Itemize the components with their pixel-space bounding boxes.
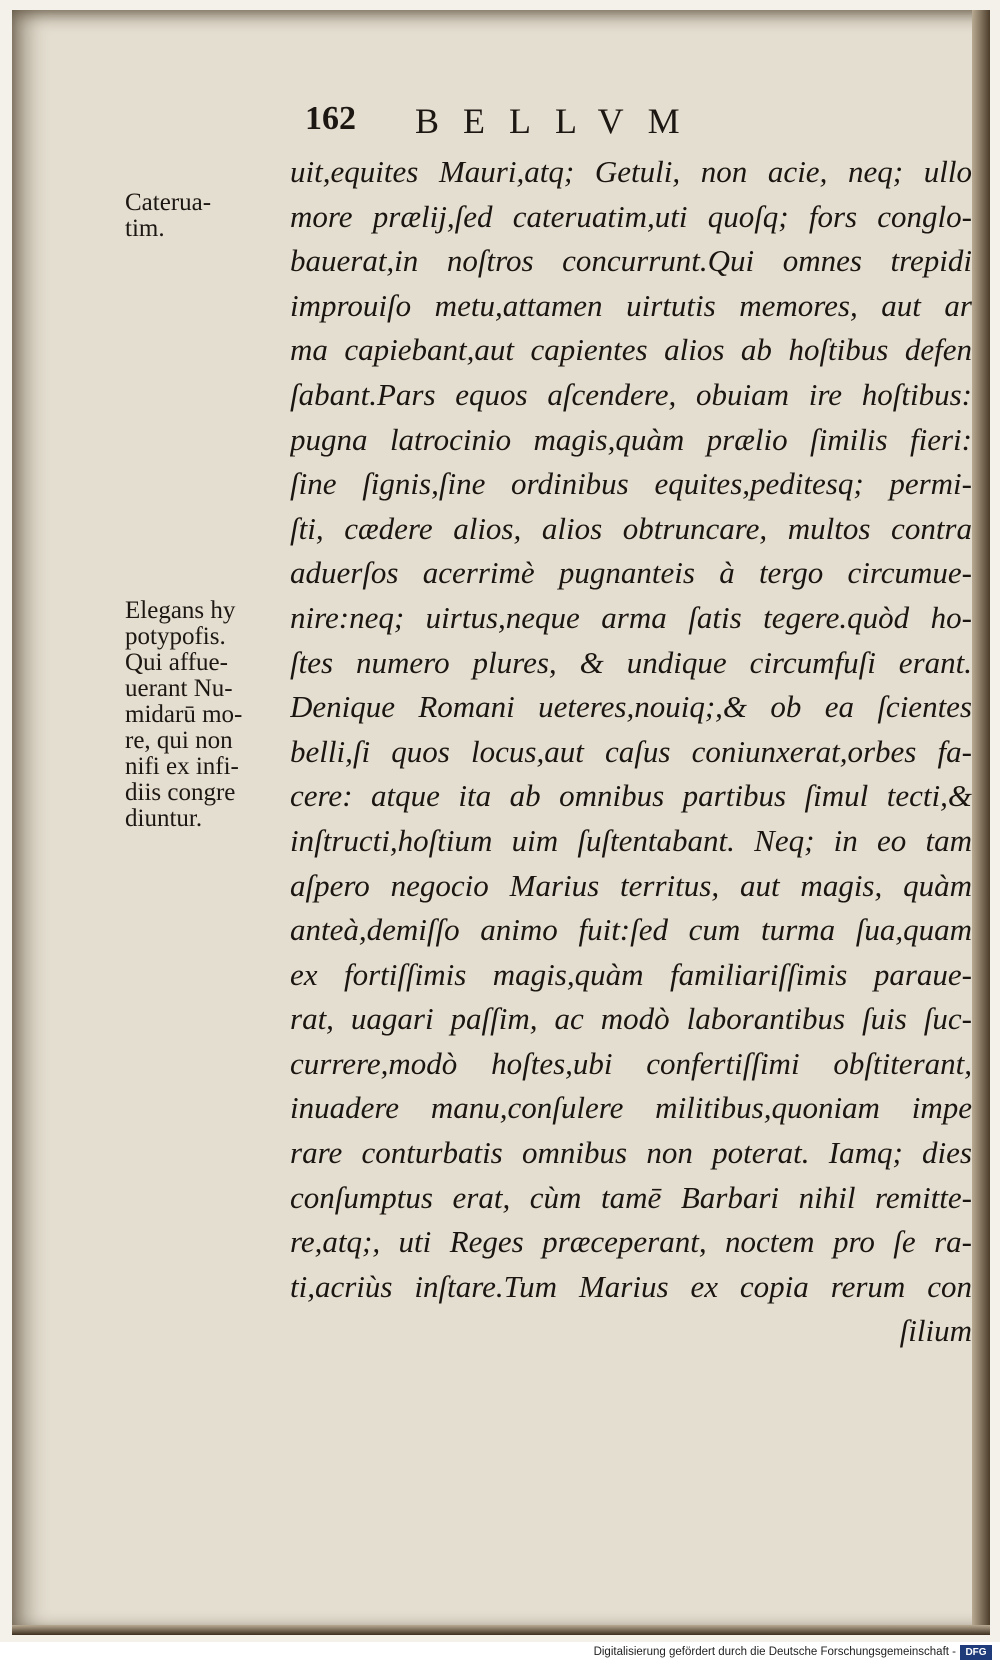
text-line: ma capiebant,aut capientes alios ab hoſtibus defen [290,332,972,368]
text-line: ti,acriùs inſtare.Tum Marius ex copia rerum con [290,1268,972,1304]
margin-note-hypotyposis [125,598,285,832]
text-line: ex fortiſſimis magis,quàm familiariſſimis paraue- [290,956,972,992]
running-head [305,100,775,150]
margin-note-cateruatim [125,190,285,242]
text-line: inſtructi,hoſtium uim ſuſtentabant. Neq; in eo tam [290,822,972,858]
margin-note-line: tim. [125,216,165,242]
text-line: ſti, cædere alios, alios obtruncare, multos contra [290,510,972,546]
text-line: bauerat,in noſtros concurrunt.Qui omnes trepidi [290,243,972,279]
text-line: aduerſos acerrimè pugnanteis à tergo circumue- [290,555,972,591]
text-line: conſumptus erat, cùm tamē Barbari nihil remitte- [290,1179,972,1215]
margin-note-line: midarū mo- [125,702,243,728]
catchword: ſilium [899,1313,972,1349]
page-number: 162 [305,100,356,137]
margin-note-line: uerant Nu- [125,676,233,702]
page-edge-right [972,10,990,1635]
running-title: BELLVM [415,101,704,141]
margin-note-line: Caterua- [125,190,212,216]
margin-note-line: re, qui non [125,728,233,754]
text-line: rat, uagari paſſim, ac modò laborantibus ſuis ſuc- [290,1001,972,1037]
text-line: uit,equites Mauri,atq; Getuli, non acie, neq; ullo [290,154,972,189]
margin-note-line: potypofis. [125,624,226,650]
text-line: more prælij,ſed cateruatim,uti quoſq; fors conglo- [290,198,972,234]
text-line: cere: atque ita ab omnibus partibus ſimul tecti,& [290,778,972,814]
text-line: ſtes numero plures, & undique circumfuſi erant. [290,644,972,680]
text-line: nire:neq; uirtus,neque arma ſatis tegere.quòd ho- [290,599,972,635]
text-line: inuadere manu,conſulere militibus,quoniam impe [290,1090,972,1126]
dfg-logo: DFG [960,1645,992,1660]
margin-note-line: diis congre [125,780,236,806]
text-line: Denique Romani ueteres,nouiq;,& ob ea ſcientes [290,689,972,725]
text-line: anteà,demiſſo animo fuit:ſed cum turma ſua,quam [290,912,972,948]
margin-note-line: Elegans hy [125,598,236,624]
text-line: ſine ſignis,ſine ordinibus equites,peditesq; permi- [290,466,972,502]
footer-credit: Digitalisierung gefördert durch die Deutsche Forschungsgemeinschaft - [593,1646,956,1658]
text-line: improuiſo metu,attamen uirtutis memores, aut ar [290,287,972,323]
text-line: ſabant.Pars equos aſcendere, obuiam ire hoſtibus: [290,376,972,412]
page-edge-bottom [12,1625,990,1635]
text-line: rare conturbatis omnibus non poterat. Iamq; dies [290,1135,972,1171]
text-line: re,atq;, uti Reges præceperant, noctem pro ſe ra- [290,1224,972,1260]
margin-note-line: Qui affue- [125,650,228,676]
body-text [290,150,972,1354]
text-line: currere,modò hoſtes,ubi confertiſſimi obſtiterant, [290,1045,972,1081]
margin-note-line: diuntur. [125,806,203,832]
digitization-footer [0,1642,1000,1667]
text-line: pugna latrocinio magis,quàm prælio ſimilis fieri: [290,421,972,457]
text-line: belli,ſi quos locus,aut caſus coniunxerat,orbes fa- [290,733,972,769]
margin-note-line: nifi ex infi- [125,754,239,780]
text-line: aſpero negocio Marius territus, aut magis, quàm [290,867,972,903]
